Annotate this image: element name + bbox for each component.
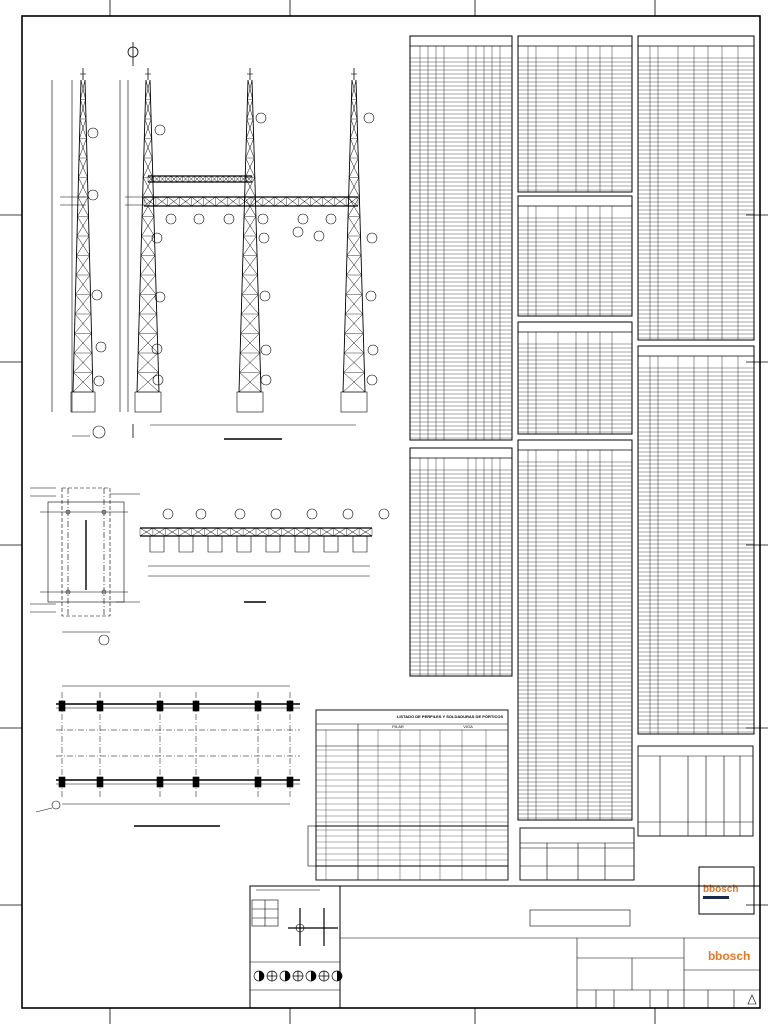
callout-bubble <box>307 509 317 519</box>
callout-bubble <box>94 376 104 386</box>
callout-bubble <box>152 344 162 354</box>
data-table <box>410 448 512 676</box>
column-base <box>157 701 163 711</box>
callout-bubble <box>364 113 374 123</box>
lattice-tower <box>135 68 161 412</box>
callout-bubble <box>235 509 245 519</box>
bracket <box>295 536 309 552</box>
callout-bubble <box>88 128 98 138</box>
callout-bubble <box>326 214 336 224</box>
frame-table-header-beam: VIGA <box>463 724 473 729</box>
callout-bubble <box>258 214 268 224</box>
tower-elevation-drawing <box>52 68 378 439</box>
callout-bubble <box>261 375 271 385</box>
callout-bubble <box>314 231 324 241</box>
bracket <box>150 536 164 552</box>
revision-triangle-icon <box>748 995 756 1004</box>
data-table <box>638 346 754 734</box>
tower-footing <box>71 392 95 412</box>
callout-bubble <box>88 190 98 200</box>
callout-bubble <box>293 227 303 237</box>
column-base <box>97 701 103 711</box>
callout-bubble <box>271 509 281 519</box>
callout-bubble <box>196 509 206 519</box>
callout-bubble <box>152 233 162 243</box>
callout-bubble <box>153 375 163 385</box>
lattice-tower <box>341 68 367 412</box>
callout-bubble <box>96 342 106 352</box>
triangle-circle-icon <box>319 971 329 981</box>
split-circle-icon <box>293 971 303 981</box>
callout-bubble <box>368 345 378 355</box>
bracket <box>266 536 280 552</box>
callout-bubble <box>92 290 102 300</box>
frame-profile-table <box>308 710 508 880</box>
truss-girder <box>148 176 252 182</box>
bracket <box>353 536 367 552</box>
data-table <box>410 36 512 440</box>
base-plate-detail <box>30 488 140 645</box>
data-table <box>518 196 632 316</box>
truss-girder <box>144 197 358 206</box>
callout-bubble <box>93 426 105 438</box>
callout-bubble <box>298 214 308 224</box>
column-base <box>193 701 199 711</box>
tower-footing <box>135 392 161 412</box>
bracket <box>208 536 222 552</box>
profile-tables <box>410 36 754 820</box>
column-base <box>287 777 293 787</box>
star-icon <box>332 971 342 981</box>
north-arrow-icon <box>128 42 138 66</box>
column-base <box>287 701 293 711</box>
bracket <box>324 536 338 552</box>
callout-bubble <box>166 214 176 224</box>
callout-bubble <box>343 509 353 519</box>
data-table <box>518 36 632 192</box>
truss-girder <box>140 528 372 536</box>
bracket <box>237 536 251 552</box>
callout-bubble <box>379 509 389 519</box>
target-icon <box>254 971 264 981</box>
quarter-circle-icon <box>280 971 290 981</box>
callout-bubble <box>367 233 377 243</box>
data-table <box>518 322 632 434</box>
callout-bubble <box>367 375 377 385</box>
title-block-logo-prefix: b <box>708 949 716 963</box>
callout-bubble <box>260 291 270 301</box>
bracket <box>179 536 193 552</box>
half-circle-icon <box>267 971 277 981</box>
callout-bubble <box>163 509 173 519</box>
column-base <box>193 777 199 787</box>
frame-table-title: LISTADO DE PERFILES Y SOLDADURAS DE PÓRTICOS <box>396 714 504 719</box>
column-base <box>97 777 103 787</box>
weld-symbols-row <box>254 971 342 981</box>
data-table <box>518 440 632 820</box>
tower-footing <box>341 392 367 412</box>
lattice-tower <box>71 68 95 412</box>
callout-bubble <box>261 345 271 355</box>
column-base <box>157 777 163 787</box>
title-block-logo-name: bosch <box>715 949 751 963</box>
column-base <box>255 701 261 711</box>
truss-beam-detail <box>140 509 389 602</box>
callout-bubble <box>194 214 204 224</box>
callout-bubble <box>366 291 376 301</box>
callout-bubble <box>52 801 60 809</box>
company-logo-name: bosch <box>709 884 739 895</box>
column-base <box>59 777 65 787</box>
cross-circle-icon <box>306 971 316 981</box>
callout-bubble <box>155 125 165 135</box>
title-block <box>250 886 760 1008</box>
frame-table-header-pillar: PILAR <box>392 724 404 729</box>
callout-bubble <box>224 214 234 224</box>
company-logo-prefix: b <box>703 884 710 895</box>
callout-bubble <box>256 113 266 123</box>
column-base <box>59 701 65 711</box>
column-base <box>255 777 261 787</box>
callout-bubble <box>259 233 269 243</box>
data-table <box>638 36 754 340</box>
foundation-plan-view <box>36 686 300 826</box>
tower-footing <box>237 392 263 412</box>
logo-underline <box>703 896 729 899</box>
